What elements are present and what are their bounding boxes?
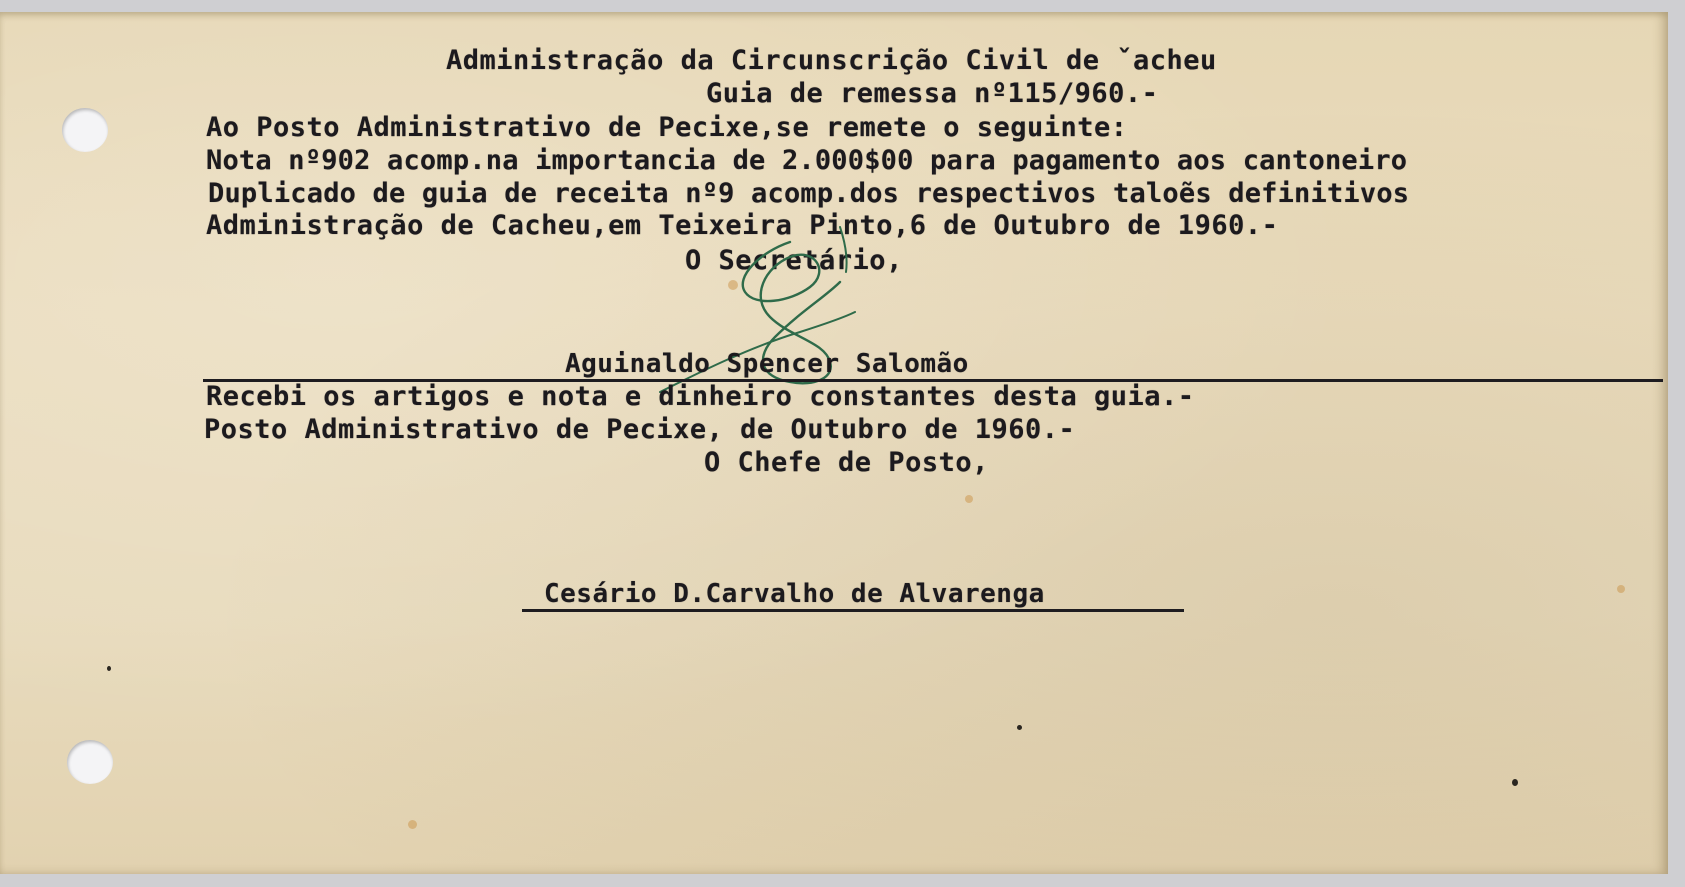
secretary-name: Aguinaldo Spencer Salomão <box>565 349 969 379</box>
speck-mark <box>1017 725 1022 730</box>
chief-signature-line <box>522 609 1184 612</box>
secretary-title: O Secretário, <box>685 245 903 276</box>
item-nota: Nota nº902 acomp.na importancia de 2.000$00 para pagamento aos cantoneiro <box>206 145 1408 176</box>
header-guia-number: Guia de remessa nº115/960.- <box>706 78 1159 109</box>
punch-hole-top <box>62 108 108 152</box>
header-administration: Administração da Circunscrição Civil de ˇacheu <box>446 45 1217 76</box>
stain-mark <box>965 495 973 503</box>
receipt-place-date: Posto Administrativo de Pecixe, de Outubro de 1960.- <box>204 414 1076 445</box>
addressee-line: Ao Posto Administrativo de Pecixe,se remete o seguinte: <box>206 112 1128 143</box>
speck-mark <box>1512 779 1518 786</box>
item-duplicado: Duplicado de guia de receita nº9 acomp.dos respectivos taloẽs definitivos <box>208 178 1410 209</box>
chief-name: Cesário D.Carvalho de Alvarenga <box>544 579 1045 609</box>
paper-sheet <box>0 12 1668 874</box>
receipt-line: Recebi os artigos e nota e dinheiro constantes desta guia.- <box>206 381 1195 412</box>
punch-hole-bottom <box>67 740 113 784</box>
stain-mark <box>408 820 417 829</box>
place-date-line: Administração de Cacheu,em Teixeira Pinto,6 de Outubro de 1960.- <box>206 210 1279 241</box>
speck-mark <box>107 666 111 671</box>
stain-mark <box>1617 585 1625 593</box>
chief-title: O Chefe de Posto, <box>704 447 989 478</box>
